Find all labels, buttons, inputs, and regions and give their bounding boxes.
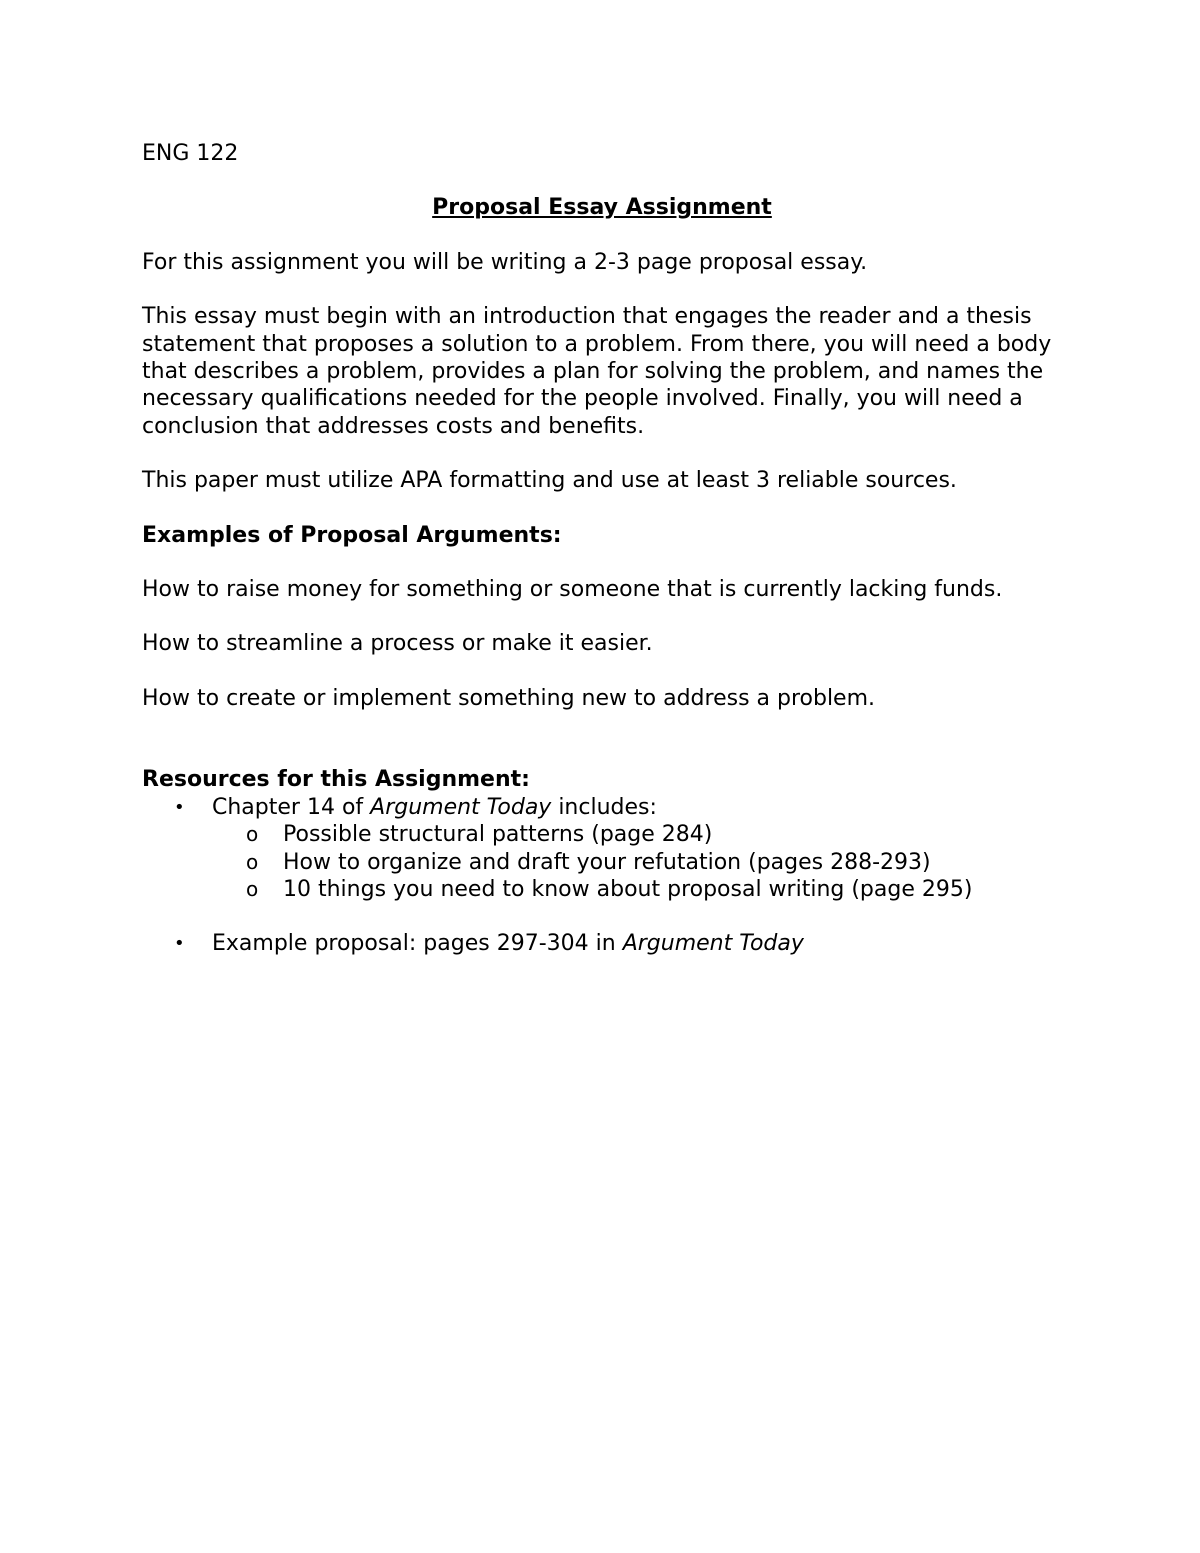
example-item: How to streamline a process or make it easier.	[142, 631, 653, 657]
resource-item	[142, 794, 1062, 904]
resource-text-suffix: includes:	[551, 794, 657, 820]
resource-subitem	[142, 876, 1062, 903]
paragraph-formatting: This paper must utilize APA formatting and use at least 3 reliable sources.	[142, 468, 957, 494]
resource-subitem-text: How to organize and draft your refutation (pages 288-293)	[283, 849, 931, 875]
book-title: Argument Today	[370, 794, 552, 820]
circle-bullet-icon: o	[246, 849, 259, 874]
resource-subitem-text: Possible structural patterns (page 284)	[283, 822, 713, 848]
example-item: How to raise money for something or someone that is currently lacking funds.	[142, 577, 1003, 603]
resources-heading: Resources for this Assignment:	[142, 767, 530, 793]
resource-subitem	[142, 849, 1062, 876]
resources-list	[142, 794, 1062, 958]
circle-bullet-icon: o	[246, 822, 259, 847]
bullet-icon: •	[174, 933, 185, 955]
resource-item	[142, 930, 1062, 957]
resource-subitem	[142, 821, 1062, 848]
resource-text-prefix: Chapter 14 of	[212, 794, 371, 820]
bullet-icon: •	[174, 796, 185, 818]
document-page	[142, 140, 1062, 958]
course-code: ENG 122	[142, 141, 239, 166]
page-title: Proposal Essay Assignment	[432, 195, 772, 221]
resource-subitem-text: 10 things you need to know about proposal writing (page 295)	[283, 876, 973, 902]
paragraph-requirements: This essay must begin with an introduction that engages the reader and a thesis statement that proposes a solution to a problem. From there, you will need a body that describes a problem, provides a plan for solving the problem, and names the necessary qualifications needed for the people involved. Finally, you will need a conclusion that addresses costs and benefits.	[142, 304, 1052, 439]
examples-heading: Examples of Proposal Arguments:	[142, 522, 562, 548]
circle-bullet-icon: o	[246, 876, 259, 901]
resource-sublist	[212, 821, 1062, 903]
paragraph-intro: For this assignment you will be writing a 2-3 page proposal essay.	[142, 249, 868, 275]
example-item: How to create or implement something new to address a problem.	[142, 685, 876, 711]
resource-text-prefix: Example proposal: pages 297-304 in	[212, 931, 623, 957]
book-title: Argument Today	[622, 931, 804, 957]
